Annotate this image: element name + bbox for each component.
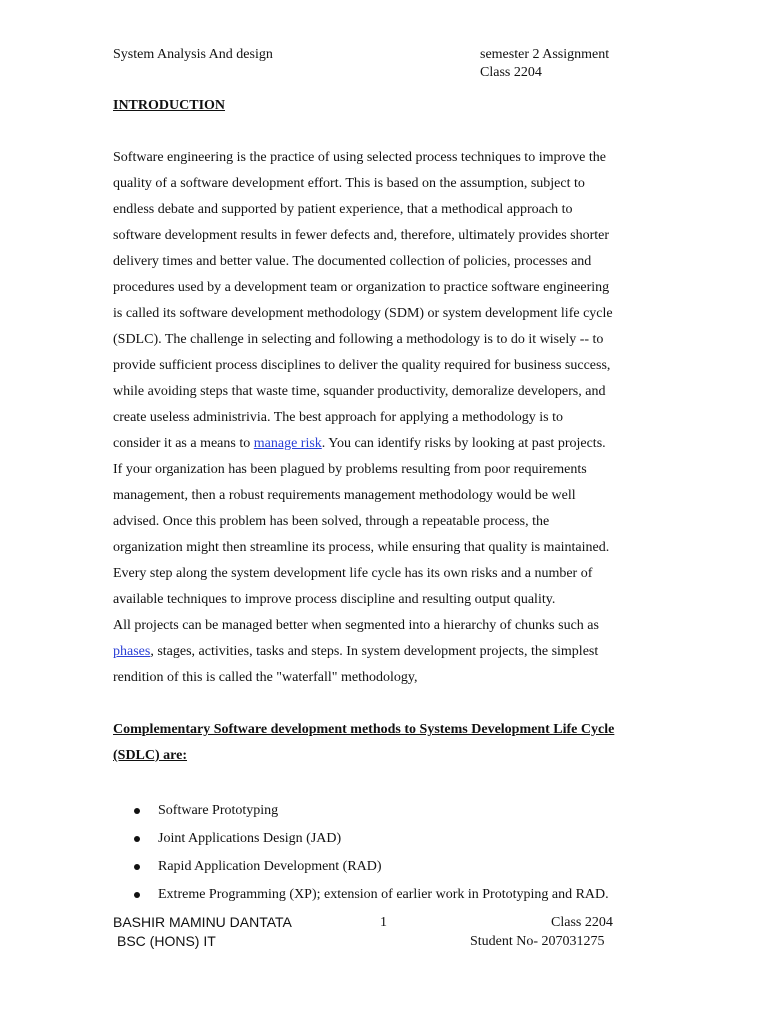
header-semester: semester 2 Assignment — [480, 47, 610, 62]
introduction-heading: INTRODUCTION — [113, 98, 226, 113]
paragraph-line: quality of a software development effort. This is based on the assumption, subject to — [113, 176, 585, 191]
footer-degree: BSC (HONS) IT — [117, 933, 216, 949]
bullet-icon — [134, 808, 140, 814]
footer-author-name: BASHIR MAMINU DANTATA — [113, 914, 292, 930]
manage-risk-link[interactable]: manage risk — [253, 436, 322, 451]
bullet-icon — [134, 892, 140, 898]
introduction-paragraph — [113, 145, 653, 691]
phases-link[interactable]: phases — [113, 644, 151, 659]
paragraph-line-phases — [113, 639, 653, 665]
paragraph-line: endless debate and supported by patient experience, that a methodical approach to — [113, 202, 573, 217]
header-course-title: System Analysis And design — [113, 47, 273, 62]
paragraph-line: If your organization has been plagued by problems resulting from poor requirements — [113, 462, 587, 477]
paragraph-line: delivery times and better value. The documented collection of policies, processes and — [113, 254, 592, 269]
risk-line-text-before: consider it as a means to — [113, 436, 254, 451]
paragraph-line-risk — [113, 431, 653, 457]
paragraph-line: create useless administrivia. The best approach for applying a methodology is to — [113, 410, 563, 425]
list-item-label: Software Prototyping — [158, 803, 279, 818]
paragraph-line: (SDLC). The challenge in selecting and following a methodology is to do it wisely -- to — [113, 332, 604, 347]
paragraph-line: is called its software development methodology (SDM) or system development life cycle — [113, 306, 613, 321]
footer-page-number: 1 — [380, 915, 387, 930]
paragraph-line: while avoiding steps that waste time, squander productivity, demoralize developers, and — [113, 384, 606, 399]
paragraph-line: advised. Once this problem has been solved, through a repeatable process, the — [113, 514, 550, 529]
subheading-line: Complementary Software development methods to Systems Development Life Cycle — [113, 722, 615, 737]
sdlc-methods-heading — [113, 717, 673, 769]
footer-student-number: Student No- 207031275 — [470, 934, 605, 949]
paragraph-line: organization might then streamline its process, while ensuring that quality is maintained. — [113, 540, 610, 555]
list-item — [113, 825, 609, 853]
paragraph-line: All projects can be managed better when segmented into a hierarchy of chunks such as — [113, 618, 599, 633]
list-item — [113, 797, 609, 825]
bullet-icon — [134, 836, 140, 842]
footer-class: Class 2204 — [551, 915, 613, 930]
list-item — [113, 881, 609, 909]
paragraph-line: Software engineering is the practice of using selected process techniques to improve the — [113, 150, 606, 165]
bullet-icon — [134, 864, 140, 870]
subheading-line: (SDLC) are: — [113, 748, 188, 763]
list-item-label: Joint Applications Design (JAD) — [158, 831, 342, 846]
header-class: Class 2204 — [480, 65, 542, 80]
phases-line-text: , stages, activities, tasks and steps. In system development projects, the simplest — [150, 644, 599, 659]
paragraph-line: software development results in fewer defects and, therefore, ultimately provides shorter — [113, 228, 610, 243]
list-item-label: Rapid Application Development (RAD) — [158, 859, 382, 874]
paragraph-line: Every step along the system development life cycle has its own risks and a number of — [113, 566, 593, 581]
paragraph-line: available techniques to improve process discipline and resulting output quality. — [113, 592, 556, 607]
methods-list — [113, 797, 609, 909]
list-item-label: Extreme Programming (XP); extension of earlier work in Prototyping and RAD. — [158, 887, 609, 902]
paragraph-line: management, then a robust requirements management methodology would be well — [113, 488, 576, 503]
paragraph-line: procedures used by a development team or organization to practice software engineering — [113, 280, 610, 295]
paragraph-line: provide sufficient process disciplines to deliver the quality required for business success, — [113, 358, 611, 373]
risk-line-text-after: . You can identify risks by looking at past projects. — [321, 436, 606, 451]
list-item — [113, 853, 609, 881]
paragraph-line: rendition of this is called the "waterfall" methodology, — [113, 670, 418, 685]
